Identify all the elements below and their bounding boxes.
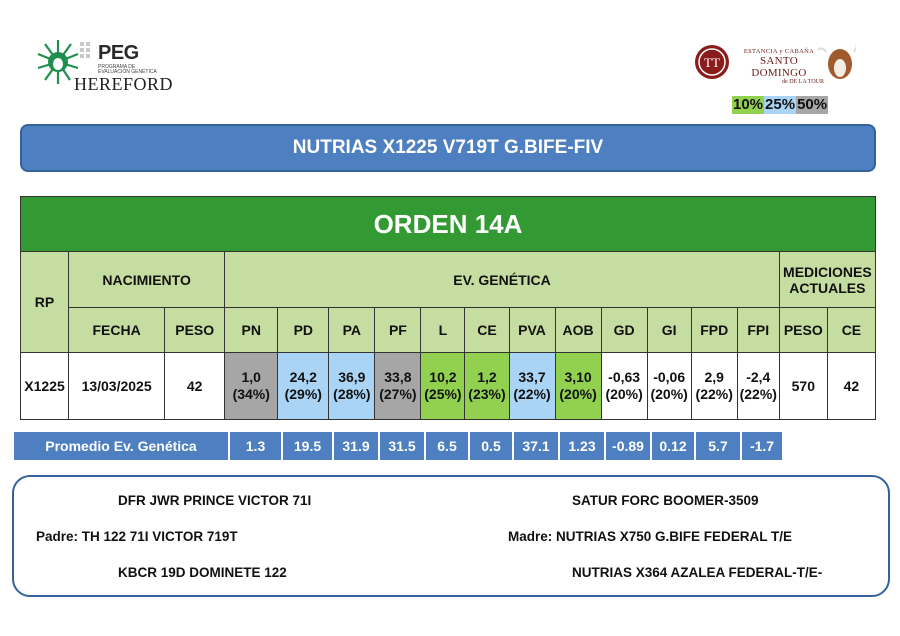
ev-header-l: L [421, 308, 465, 353]
santo-domingo-text [734, 48, 824, 85]
ev-cell-fpi: -2,4 (22%) [737, 353, 779, 420]
rp-header: RP [21, 252, 69, 353]
ev-cell-pn: 1,0 (34%) [225, 353, 278, 420]
paternal-granddam: KBCR 19D DOMINETE 122 [118, 565, 287, 580]
ev-cell-fpd: 2,9 (22%) [691, 353, 737, 420]
evaluation-table [20, 196, 876, 420]
percentile-legend [732, 96, 828, 114]
promedio-value-fpi: -1.7 [740, 432, 782, 460]
maternal-granddam: NUTRIAS X364 AZALEA FEDERAL-T/E- [572, 565, 823, 580]
fecha-header: FECHA [69, 308, 165, 353]
promedio-value-l: 6.5 [424, 432, 468, 460]
ev-cell-pd: 24,2 (29%) [278, 353, 329, 420]
med-ce-header: CE [827, 308, 875, 353]
ev-genetica-header: EV. GENÉTICA [225, 252, 780, 308]
ev-header-ce: CE [465, 308, 509, 353]
promedio-value-pn: 1.3 [228, 432, 281, 460]
peg-title: PEG [98, 42, 139, 64]
promedio-value-aob: 1.23 [558, 432, 604, 460]
promedio-value-pd: 19.5 [281, 432, 332, 460]
promedio-label: Promedio Ev. Genética [14, 432, 228, 460]
promedio-value-gi: 0.12 [650, 432, 694, 460]
legend-25: 25% [765, 96, 796, 113]
ev-header-pva: PVA [509, 308, 555, 353]
madre: Madre: NUTRIAS X750 G.BIFE FEDERAL T/E [508, 529, 793, 544]
hereford-brand: HEREFORD [74, 74, 174, 94]
peso-header: PESO [165, 308, 225, 353]
paternal-grandsire: DFR JWR PRINCE VICTOR 71I [118, 493, 312, 508]
peg-text-block [98, 42, 168, 75]
promedio-row [14, 432, 782, 460]
peso-cell: 42 [165, 353, 225, 420]
maternal-grandsire: SATUR FORC BOOMER-3509 [572, 493, 759, 508]
promedio-value-fpd: 5.7 [694, 432, 740, 460]
ev-cell-pf: 33,8 (27%) [375, 353, 421, 420]
legend-10: 10% [733, 96, 764, 113]
sd-line2: SANTO DOMINGO [751, 55, 807, 79]
med-peso-cell: 570 [779, 353, 827, 420]
ev-cell-gd: -0,63 (20%) [601, 353, 647, 420]
ev-header-fpd: FPD [691, 308, 737, 353]
ev-header-gi: GI [647, 308, 691, 353]
med-peso-header: PESO [779, 308, 827, 353]
nacimiento-header: NACIMIENTO [69, 252, 225, 308]
ev-header-gd: GD [601, 308, 647, 353]
ev-cell-gi: -0,06 (20%) [647, 353, 691, 420]
peg-subtitle: PROGRAMA DE EVALUACIÓN GENÉTICA [98, 64, 157, 75]
med-ce-cell: 42 [827, 353, 875, 420]
sd-line3: de DE LA TOUR [782, 79, 824, 85]
pedigree-box [12, 475, 890, 597]
table-row [21, 353, 876, 420]
ev-header-pf: PF [375, 308, 421, 353]
rp-cell: X1225 [21, 353, 69, 420]
ev-header-pa: PA [329, 308, 375, 353]
animal-title: NUTRIAS X1225 V719T G.BIFE-FIV [20, 124, 876, 172]
ev-header-pd: PD [278, 308, 329, 353]
promedio-value-pva: 37.1 [512, 432, 558, 460]
promedio-value-pf: 31.5 [378, 432, 424, 460]
promedio-value-ce: 0.5 [468, 432, 512, 460]
orden-header: ORDEN 14A [21, 197, 876, 252]
legend-50: 50% [797, 96, 828, 113]
ev-header-aob: AOB [555, 308, 601, 353]
ev-header-pn: PN [225, 308, 278, 353]
fecha-cell: 13/03/2025 [69, 353, 165, 420]
mediciones-header: MEDICIONES ACTUALES [779, 252, 875, 308]
padre: Padre: TH 122 71I VICTOR 719T [36, 529, 238, 544]
ev-cell-l: 10,2 (25%) [421, 353, 465, 420]
promedio-value-gd: -0.89 [604, 432, 650, 460]
svg-text:TT: TT [704, 55, 720, 70]
ev-cell-pva: 33,7 (22%) [509, 353, 555, 420]
ev-header-fpi: FPI [737, 308, 779, 353]
sd-line1: ESTANCIA y CABAÑA [743, 48, 815, 55]
ev-cell-aob: 3,10 (20%) [555, 353, 601, 420]
promedio-value-pa: 31.9 [332, 432, 378, 460]
ev-cell-ce: 1,2 (23%) [465, 353, 509, 420]
ev-cell-pa: 36,9 (28%) [329, 353, 375, 420]
